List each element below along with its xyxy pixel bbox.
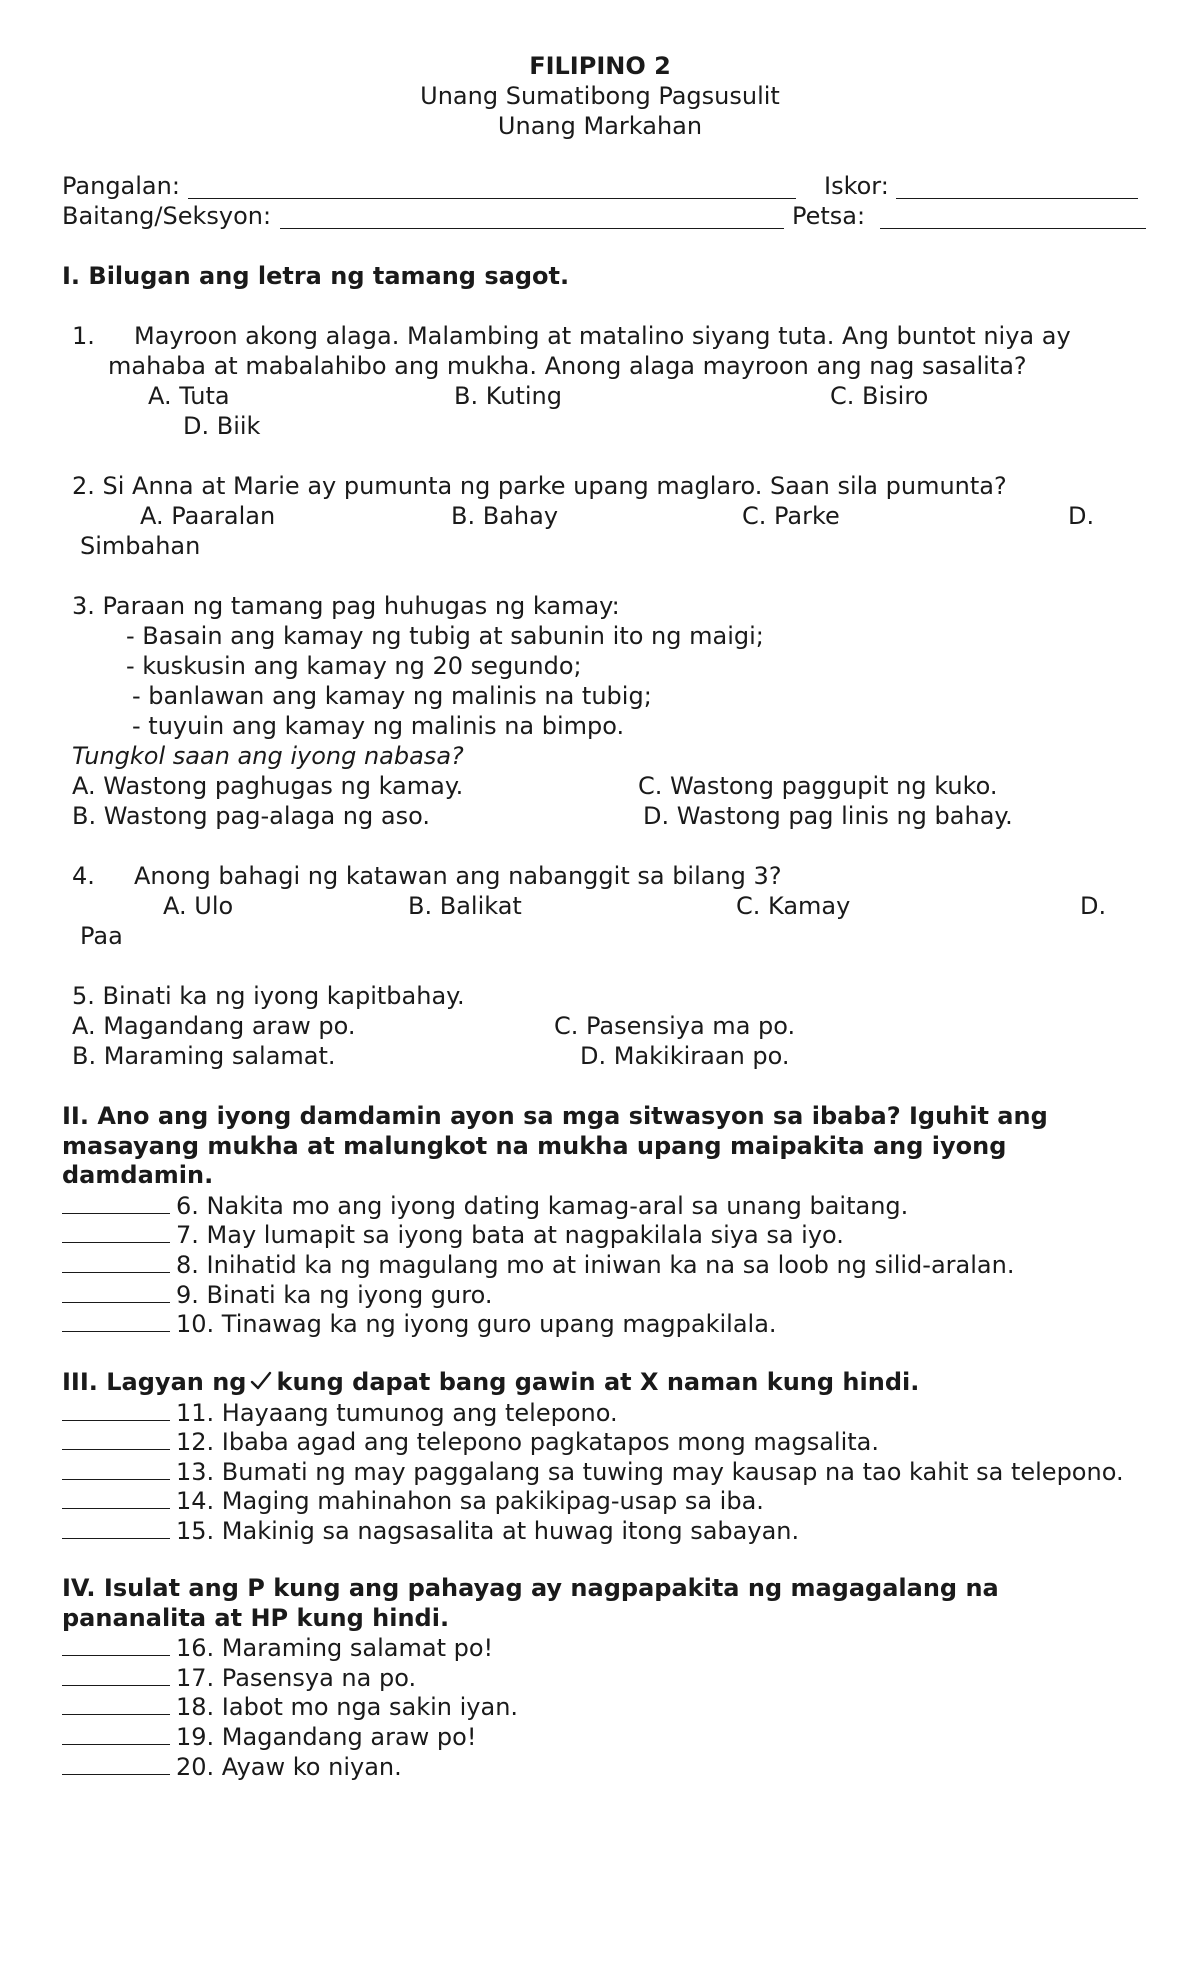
list-item [62, 1280, 1152, 1310]
answer-blank[interactable] [62, 1457, 170, 1480]
q4-choice-d[interactable]: D. [1080, 892, 1107, 920]
answer-blank[interactable] [62, 1427, 170, 1450]
q3-step-1: - Basain ang kamay ng tubig at sabunin ito ng maigi; [126, 622, 764, 650]
part3-heading [62, 1368, 1152, 1398]
answer-blank[interactable] [62, 1663, 170, 1686]
q3-choice-d[interactable]: D. Wastong pag linis ng bahay. [643, 802, 1013, 830]
q2-choice-d-text[interactable]: Simbahan [80, 532, 201, 560]
part4-section [62, 1574, 1152, 1781]
q1-choice-c[interactable]: C. Bisiro [830, 382, 929, 410]
part3-heading-a: III. Lagyan ng [62, 1368, 247, 1396]
q4-choice-c[interactable]: C. Kamay [736, 892, 851, 920]
list-item [62, 1752, 1152, 1782]
item-text: 18. Iabot mo nga sakin iyan. [176, 1693, 519, 1722]
answer-blank[interactable] [62, 1752, 170, 1775]
item-text: 17. Pasensya na po. [176, 1663, 417, 1692]
item-text: 15. Makinig sa nagsasalita at huwag itong sabayan. [176, 1516, 800, 1545]
answer-blank[interactable] [62, 1191, 170, 1214]
q2-choice-a[interactable]: A. Paaralan [140, 502, 276, 530]
answer-blank[interactable] [62, 1633, 170, 1656]
part2-heading-line2: masayang mukha at malungkot na mukha upang maipakita ang iyong [62, 1131, 1007, 1160]
answer-blank[interactable] [62, 1280, 170, 1303]
date-field[interactable] [880, 228, 1146, 229]
item-text: 7. May lumapit sa iyong bata at nagpakilala siya sa iyo. [176, 1221, 844, 1250]
score-field[interactable] [896, 198, 1138, 199]
q3-step-2: - kuskusin ang kamay ng 20 segundo; [126, 652, 582, 680]
date-label: Petsa: [792, 202, 866, 230]
q4-text: Anong bahagi ng katawan ang nabanggit sa bilang 3? [134, 862, 782, 890]
part2-heading-line1: II. Ano ang iyong damdamin ayon sa mga sitwasyon sa ibaba? Iguhit ang [62, 1102, 1048, 1130]
item-text: 14. Maging mahinahon sa pakikipag-usap sa iba. [176, 1487, 764, 1516]
q4-choice-b[interactable]: B. Balikat [408, 892, 522, 920]
q3-step-4: - tuyuin ang kamay ng malinis na bimpo. [132, 712, 625, 740]
q3-choice-b[interactable]: B. Wastong pag-alaga ng aso. [72, 802, 430, 830]
q2-choice-d[interactable]: D. [1068, 502, 1095, 530]
list-item [62, 1427, 1152, 1457]
part1-heading: I. Bilugan ang letra ng tamang sagot. [62, 262, 570, 290]
item-text: 20. Ayaw ko niyan. [176, 1752, 402, 1781]
item-text: 8. Inihatid ka ng magulang mo at iniwan ka na sa loob ng silid-aralan. [176, 1250, 1015, 1279]
q2-choice-b[interactable]: B. Bahay [451, 502, 559, 530]
item-text: 6. Nakita mo ang iyong dating kamag-aral sa unang baitang. [176, 1191, 909, 1220]
item-text: 9. Binati ka ng iyong guro. [176, 1280, 493, 1309]
part3-heading-b: kung dapat bang gawin at X naman kung hindi. [276, 1368, 920, 1396]
answer-blank[interactable] [62, 1516, 170, 1539]
name-field[interactable] [188, 198, 796, 199]
list-item [62, 1633, 1152, 1663]
list-item [62, 1309, 1152, 1339]
q1-text-line1: Mayroon akong alaga. Malambing at matalino siyang tuta. Ang buntot niya ay [134, 322, 1071, 350]
list-item [62, 1250, 1152, 1280]
part2-heading-line3: damdamin. [62, 1161, 214, 1190]
quarter-title: Unang Markahan [497, 112, 703, 140]
q1-text-line2: mahaba at mabalahibo ang mukha. Anong alaga mayroon ang nag sasalita? [108, 352, 1027, 380]
part4-heading-line1: IV. Isulat ang P kung ang pahayag ay nagpapakita ng magagalang na [62, 1574, 999, 1602]
answer-blank[interactable] [62, 1692, 170, 1715]
item-text: 13. Bumati ng may paggalang sa tuwing may kausap na tao kahit sa telepono. [176, 1457, 1124, 1486]
answer-blank[interactable] [62, 1486, 170, 1509]
test-title: Unang Sumatibong Pagsusulit [420, 82, 780, 110]
list-item [62, 1692, 1152, 1722]
part2-section [62, 1102, 1152, 1339]
answer-blank[interactable] [62, 1309, 170, 1332]
q5-choice-d[interactable]: D. Makikiraan po. [580, 1042, 790, 1070]
subject-title: FILIPINO 2 [529, 52, 671, 80]
answer-blank[interactable] [62, 1722, 170, 1745]
item-text: 19. Magandang araw po! [176, 1722, 477, 1751]
q4-choice-d-text[interactable]: Paa [80, 922, 123, 950]
answer-blank[interactable] [62, 1220, 170, 1243]
list-item [62, 1191, 1152, 1221]
q1-number: 1. [72, 322, 95, 350]
grade-section-label: Baitang/Seksyon: [62, 202, 272, 230]
list-item [62, 1220, 1152, 1250]
answer-blank[interactable] [62, 1250, 170, 1273]
q5-choice-a[interactable]: A. Magandang araw po. [72, 1012, 356, 1040]
q1-choice-b[interactable]: B. Kuting [454, 382, 562, 410]
q3-choice-a[interactable]: A. Wastong paghugas ng kamay. [72, 772, 464, 800]
item-text: 16. Maraming salamat po! [176, 1634, 494, 1663]
score-label: Iskor: [824, 172, 889, 200]
answer-blank[interactable] [62, 1398, 170, 1421]
item-text: 10. Tinawag ka ng iyong guro upang magpakilala. [176, 1310, 777, 1339]
name-label: Pangalan: [62, 172, 180, 200]
q2-text: 2. Si Anna at Marie ay pumunta ng parke upang maglaro. Saan sila pumunta? [72, 472, 1007, 500]
q3-question: Tungkol saan ang iyong nabasa? [72, 742, 464, 770]
list-item [62, 1398, 1152, 1428]
q3-step-3: - banlawan ang kamay ng malinis na tubig; [132, 682, 652, 710]
list-item [62, 1486, 1152, 1516]
check-mark-icon [250, 1370, 272, 1392]
list-item [62, 1516, 1152, 1546]
list-item [62, 1457, 1152, 1487]
q3-text: 3. Paraan ng tamang pag huhugas ng kamay: [72, 592, 620, 620]
item-text: 11. Hayaang tumunog ang telepono. [176, 1398, 618, 1427]
q3-choice-c[interactable]: C. Wastong paggupit ng kuko. [638, 772, 998, 800]
list-item [62, 1663, 1152, 1693]
q1-choice-a[interactable]: A. Tuta [148, 382, 230, 410]
grade-section-field[interactable] [280, 228, 784, 229]
q4-choice-a[interactable]: A. Ulo [163, 892, 234, 920]
q2-choice-c[interactable]: C. Parke [742, 502, 840, 530]
part4-heading-line2: pananalita at HP kung hindi. [62, 1603, 450, 1632]
q4-number: 4. [72, 862, 95, 890]
q5-choice-b[interactable]: B. Maraming salamat. [72, 1042, 336, 1070]
q5-choice-c[interactable]: C. Pasensiya ma po. [554, 1012, 796, 1040]
list-item [62, 1722, 1152, 1752]
q5-text: 5. Binati ka ng iyong kapitbahay. [72, 982, 465, 1010]
item-text: 12. Ibaba agad ang telepono pagkatapos mong magsalita. [176, 1428, 880, 1457]
q1-choice-d[interactable]: D. Biik [183, 412, 261, 440]
part3-section [62, 1368, 1152, 1546]
